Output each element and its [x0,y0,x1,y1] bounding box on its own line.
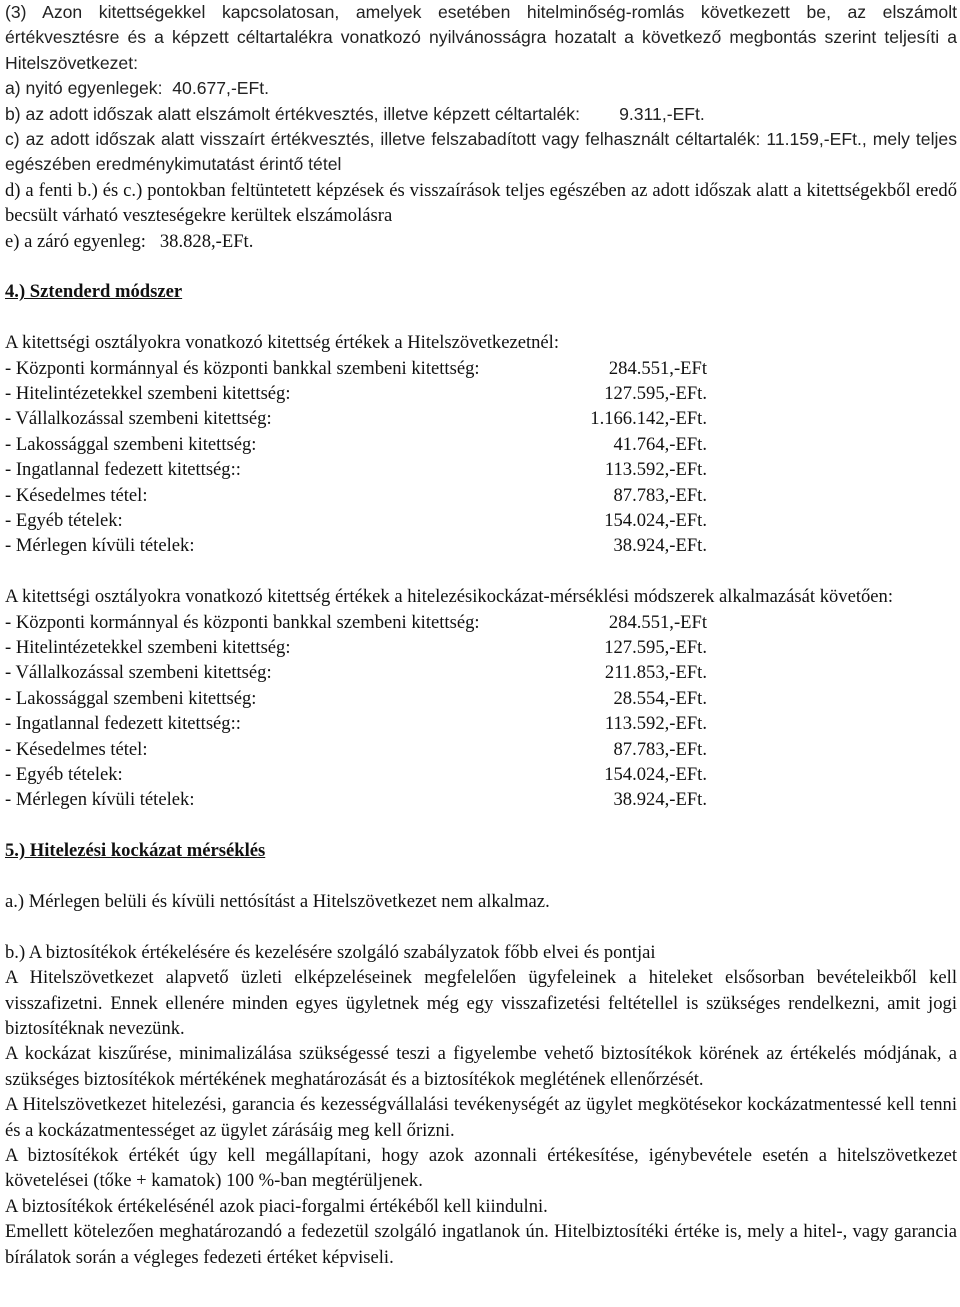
item-value: 284.551,-EFt [608,357,707,379]
item-label: - Vállalkozással szembeni kitettség: [5,662,272,684]
item-value: 284.551,-EFt [608,611,707,633]
section3-item-e: e) a záró egyenleg: 38.828,-EFt. [5,230,254,252]
paragraph: A Hitelszövetkezet alapvető üzleti elképzeléseinek megfelelően ügyfeleinek a hiteleket elsősorban bevételeikből kell visszafizetni. Ennek ellenére minden egyes ügyletnek még egy visszafizetési feltétellel is szükséges rendelkezni, amit jogi biztosítéknak nevezünk. [5,967,957,1039]
list-item [5,686,957,711]
paragraph: A biztosítékok értékét úgy kell megállapítani, hogy azok azonnali értékesítése, igénybevétele esetén a hitelszövetkezet követelései (tőke + kamatok) 100 %-ban megtérüljenek. [5,1144,957,1192]
list-item [5,787,957,812]
section5-item-b-title: b.) A biztosítékok értékelésére és kezelésére szolgáló szabályzatok főbb elvei és pontjai [5,941,656,963]
exposure-list-2 [5,610,957,813]
list-item [5,406,957,431]
list-item [5,711,957,736]
item-label: - Egyéb tételek: [5,510,123,531]
spacer [5,305,957,330]
item-value: 113.592,-EFt. [604,459,707,481]
list-item [5,635,957,660]
item-value: 154.024,-EFt. [604,763,707,785]
spacer [5,914,957,939]
item-label: - Ingatlannal fedezett kitettség:: [5,459,241,481]
item-label: - Hitelintézetekkel szembeni kitettség: [5,383,291,405]
item-value: 87.783,-EFt. [613,738,707,760]
list-item [5,762,957,787]
list-item [5,610,957,635]
exposure-list-1 [5,356,957,559]
list-item [5,356,957,381]
item-value: 87.783,-EFt. [613,484,707,506]
item-label: - Központi kormánnyal és központi bankkal szembeni kitettség: [5,611,480,633]
section3-item-d: d) a fenti b.) és c.) pontokban feltüntetett képzések és visszaírások teljes egészében az adott időszak alatt a kitettségekből eredő becsült várható veszteségekre kerültek elszámolásra [5,179,957,227]
section3-item-a: a) nyitó egyenlegek: 40.677,-EFt. [5,78,270,99]
section3-item-c: c) az adott időszak alatt visszaírt értékvesztés, illetve felszabadított vagy felhasznált céltartalék: 11.159,-EFt., mely teljes egészében eredménykimutatást érintő tétel [5,129,957,175]
item-label: - Egyéb tételek: [5,763,123,785]
item-value: 113.592,-EFt. [604,713,707,735]
spacer [5,813,957,838]
item-label: - Vállalkozással szembeni kitettség: [5,408,272,430]
section3-intro: (3) Azon kitettségekkel kapcsolatosan, amelyek esetében hitelminőség-romlás következett be, az elszámolt értékvesztésre és a képzett céltartalékra vonatkozó nyilvánosságra hozatalt a következő megbontás szerint teljesíti a Hitelszövetkezet: [5,2,957,73]
list-item [5,381,957,406]
item-label: - Ingatlannal fedezett kitettség:: [5,713,241,735]
list-item [5,483,957,508]
section5-item-a: a.) Mérlegen belüli és kívüli nettósítást a Hitelszövetkezet nem alkalmaz. [5,890,550,912]
spacer [5,559,957,584]
list-item [5,533,957,558]
item-label: - Hitelintézetekkel szembeni kitettség: [5,636,291,658]
paragraph: A kockázat kiszűrése, minimalizálása szükségessé teszi a figyelembe vehető biztosítékok körének az értékelés módjának, a szükséges biztosítékok mértékének meghatározását és a biztosítékok meglétének ellenőrzését. [5,1043,957,1090]
section3-item-b: b) az adott időszak alatt elszámolt értékvesztés, illetve képzett céltartalék: 9.311,-EFt. [5,103,705,124]
item-value: 41.764,-EFt. [613,433,707,455]
section4-heading: 4.) Sztenderd módszer [5,281,183,303]
document-page [5,0,957,1270]
list-item [5,508,957,533]
list2-intro: A kitettségi osztályokra vonatkozó kitettség értékek a hitelezésikockázat-mérséklési módszerek alkalmazását követően: [5,586,894,608]
item-label: - Mérlegen kívüli tételek: [5,789,195,811]
item-label: - Késedelmes tétel: [5,484,148,506]
item-label: - Központi kormánnyal és központi bankkal szembeni kitettség: [5,357,480,379]
item-value: 127.595,-EFt. [604,383,707,405]
list-item [5,737,957,762]
item-value: 127.595,-EFt. [604,636,707,658]
spacer [5,864,957,889]
item-value: 211.853,-EFt. [604,662,707,684]
list-item [5,432,957,457]
paragraph: A biztosítékok értékelésénél azok piaci-forgalmi értékéből kell kiindulni. [5,1195,548,1217]
list1-intro: A kitettségi osztályokra vonatkozó kitettség értékek a Hitelszövetkezetnél: [5,332,560,354]
section5-heading: 5.) Hitelezési kockázat mérséklés [5,840,266,862]
paragraph: A Hitelszövetkezet hitelezési, garancia és kezességvállalási tevékenységét az ügylet megkötésekor kockázatmentessé kell tenni és a kockázatmentességet az ügylet zárásáig meg kell őrizni. [5,1094,957,1141]
item-label: - Késedelmes tétel: [5,738,148,760]
item-value: 28.554,-EFt. [613,687,707,709]
list-item [5,457,957,482]
item-value: 38.924,-EFt. [613,789,707,811]
list-item [5,660,957,685]
spacer [5,254,957,279]
item-value: 1.166.142,-EFt. [590,408,707,430]
item-label: - Lakossággal szembeni kitettség: [5,687,257,709]
paragraph: Emellett kötelezően meghatározandó a fedezetül szolgáló ingatlanok ún. Hitelbiztosítéki értéke is, mely a hitel-, vagy garancia bírálatok során a végleges fedezeti értéket képviseli. [5,1221,957,1268]
item-label: - Lakossággal szembeni kitettség: [5,433,257,455]
item-label: - Mérlegen kívüli tételek: [5,535,195,557]
item-value: 154.024,-EFt. [604,510,707,531]
item-value: 38.924,-EFt. [613,535,707,557]
